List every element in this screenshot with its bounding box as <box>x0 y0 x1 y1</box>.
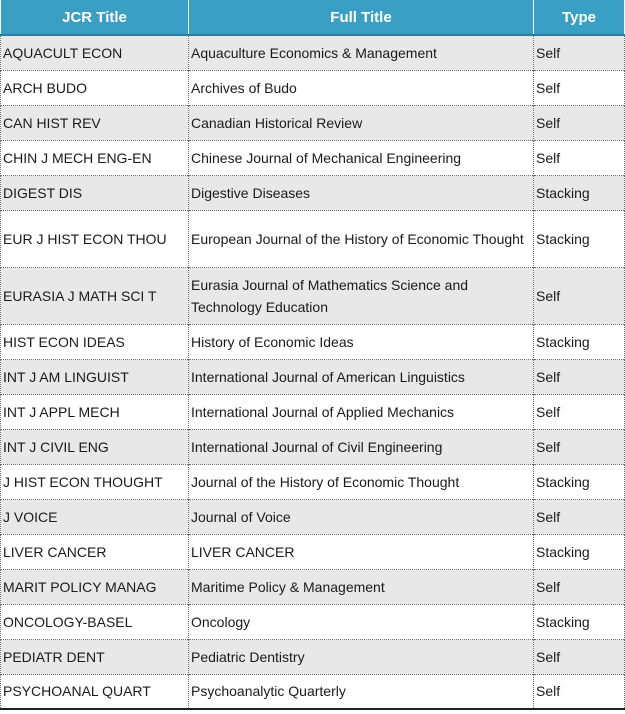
cell-jcr-title: EUR J HIST ECON THOU <box>1 210 189 267</box>
cell-type: Stacking <box>534 604 625 639</box>
table-row <box>1 394 625 429</box>
table-row <box>1 267 625 324</box>
cell-type: Self <box>534 674 625 709</box>
cell-jcr-title: ONCOLOGY-BASEL <box>1 604 189 639</box>
table-row <box>1 70 625 105</box>
cell-type: Stacking <box>534 534 625 569</box>
cell-full-title: LIVER CANCER <box>189 534 534 569</box>
cell-jcr-title: J VOICE <box>1 499 189 534</box>
cell-full-title: Oncology <box>189 604 534 639</box>
cell-jcr-title: HIST ECON IDEAS <box>1 324 189 359</box>
cell-type: Self <box>534 429 625 464</box>
table-row <box>1 210 625 267</box>
cell-type: Self <box>534 569 625 604</box>
cell-type: Self <box>534 639 625 674</box>
table-row <box>1 105 625 140</box>
cell-full-title: History of Economic Ideas <box>189 324 534 359</box>
cell-jcr-title: J HIST ECON THOUGHT <box>1 464 189 499</box>
cell-type: Self <box>534 105 625 140</box>
cell-full-title: European Journal of the History of Economic Thought <box>189 210 534 267</box>
table-row <box>1 639 625 674</box>
cell-jcr-title: DIGEST DIS <box>1 175 189 210</box>
table-row <box>1 429 625 464</box>
cell-jcr-title: INT J CIVIL ENG <box>1 429 189 464</box>
cell-type: Stacking <box>534 210 625 267</box>
cell-full-title: Journal of the History of Economic Thought <box>189 464 534 499</box>
table-row <box>1 359 625 394</box>
cell-full-title: Chinese Journal of Mechanical Engineering <box>189 140 534 175</box>
cell-type: Self <box>534 499 625 534</box>
cell-full-title: International Journal of American Linguistics <box>189 359 534 394</box>
cell-full-title: Pediatric Dentistry <box>189 639 534 674</box>
header-jcr-title: JCR Title <box>1 0 189 35</box>
cell-full-title: Archives of Budo <box>189 70 534 105</box>
header-row <box>1 0 625 35</box>
cell-full-title: Canadian Historical Review <box>189 105 534 140</box>
header-type: Type <box>534 0 625 35</box>
cell-type: Self <box>534 140 625 175</box>
cell-type: Self <box>534 359 625 394</box>
table-row <box>1 499 625 534</box>
cell-full-title: Digestive Diseases <box>189 175 534 210</box>
cell-jcr-title: CAN HIST REV <box>1 105 189 140</box>
cell-jcr-title: INT J APPL MECH <box>1 394 189 429</box>
cell-type: Self <box>534 70 625 105</box>
table-row <box>1 140 625 175</box>
table-row <box>1 35 625 70</box>
table-row <box>1 604 625 639</box>
cell-full-title: International Journal of Applied Mechanics <box>189 394 534 429</box>
cell-type: Stacking <box>534 324 625 359</box>
cell-full-title: Aquaculture Economics & Management <box>189 35 534 70</box>
table-header <box>1 0 625 35</box>
table-row <box>1 674 625 709</box>
cell-jcr-title: PSYCHOANAL QUART <box>1 674 189 709</box>
cell-jcr-title: LIVER CANCER <box>1 534 189 569</box>
cell-jcr-title: MARIT POLICY MANAG <box>1 569 189 604</box>
cell-full-title: Maritime Policy & Management <box>189 569 534 604</box>
cell-jcr-title: ARCH BUDO <box>1 70 189 105</box>
cell-jcr-title: PEDIATR DENT <box>1 639 189 674</box>
cell-jcr-title: EURASIA J MATH SCI T <box>1 267 189 324</box>
cell-type: Stacking <box>534 175 625 210</box>
table-row <box>1 534 625 569</box>
cell-jcr-title: CHIN J MECH ENG-EN <box>1 140 189 175</box>
table-body <box>1 35 625 709</box>
cell-full-title: Psychoanalytic Quarterly <box>189 674 534 709</box>
cell-full-title: Eurasia Journal of Mathematics Science and Technology Education <box>189 267 534 324</box>
table-row <box>1 569 625 604</box>
cell-type: Self <box>534 35 625 70</box>
cell-type: Stacking <box>534 464 625 499</box>
cell-type: Self <box>534 394 625 429</box>
header-full-title: Full Title <box>189 0 534 35</box>
cell-full-title: Journal of Voice <box>189 499 534 534</box>
table-row <box>1 175 625 210</box>
cell-jcr-title: AQUACULT ECON <box>1 35 189 70</box>
cell-full-title: International Journal of Civil Engineering <box>189 429 534 464</box>
cell-jcr-title: INT J AM LINGUIST <box>1 359 189 394</box>
table-row <box>1 324 625 359</box>
table-row <box>1 464 625 499</box>
cell-type: Self <box>534 267 625 324</box>
